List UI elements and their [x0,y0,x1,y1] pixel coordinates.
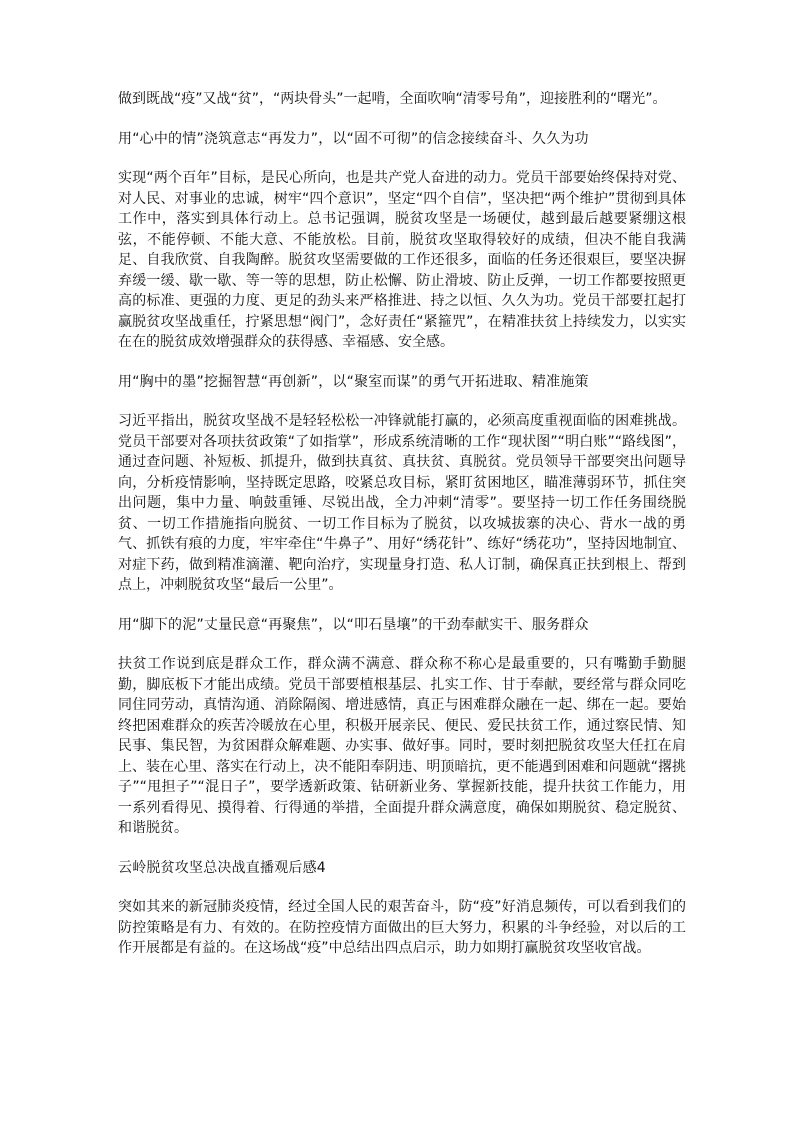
section-heading-2: 用“胸中的墨”挖掘智慧“再创新”，以“聚室而谋”的勇气开拓进取、精准施策 [118,373,589,390]
document-page [118,89,686,978]
section-heading-3: 用“脚下的泥”丈量民意“再聚焦”，以“叩石垦壤”的干劲奉献实干、服务群众 [118,616,589,633]
paragraph-intro: 做到既战“疫”又战“贫”，“两块骨头”一起啃，全面吹响“清零号角”，迎接胜利的“曙光”。 [118,91,667,107]
paragraph-4: 突如其来的新冠肺炎疫情，经过全国人民的艰苦奋斗，防“疫”好消息频传，可以看到我们的防控策略是有力、有效的。在防控疫情方面做出的巨大努力，积累的斗争经验，对以后的工作开展都是有益的。在这场战“疫”中总结出四点启示，助力如期打赢脱贫攻坚收官战。 [118,899,686,956]
paragraph-1: 实现“两个百年”目标，是民心所向，也是共产党人奋进的动力。党员干部要始终保持对党、对人民、对事业的忠诚，树牢“四个意识”，坚定“四个自信”，坚决把“两个维护”贯彻到具体工作中，落实到具体行动上。总书记强调，脱贫攻坚是一场硬仗，越到最后越要紧绷这根弦，不能停顿、不能大意、不能放松。目前，脱贫攻坚取得较好的成绩，但决不能自我满足、自我欣赏、自我陶醉。脱贫攻坚需要做的工作还很多，面临的任务还很艰巨，要坚决摒弃缓一缓、歇一歇、等一等的思想，防止松懈、防止滑坡、防止反弹，一切工作都要按照更高的标准、更强的力度、更足的劲头来严格推进、持之以恒、久久为功。党员干部要扛起打赢脱贫攻坚战重任，拧紧思想“阀门”，念好责任“紧箍咒”，在精准扶贫上持续发力，以实实在在的脱贫成效增强群众的获得感、幸福感、安全感。 [118,170,686,350]
paragraph-2: 习近平指出，脱贫攻坚战不是轻轻松松一冲锋就能打赢的，必须高度重视面临的困难挑战。党员干部要对各项扶贫政策“了如指掌”，形成系统清晰的工作“现状图”“明白账”“路线图”，通过查问题、补短板、抓提升，做到扶真贫、真扶贫、真脱贫。党员领导干部要突出问题导向，分析疫情影响，坚持既定思路，咬紧总攻目标，紧盯贫困地区，瞄准薄弱环节，抓住突出问题，集中力量、响鼓重锤、尽锐出战，全力冲刺“清零”。要坚持一切工作任务围绕脱贫、一切工作措施指向脱贫、一切工作目标为了脱贫，以攻城拔寨的决心、背水一战的勇气、抓铁有痕的力度，牢牢牵住“牛鼻子”、用好“绣花针”、练好“绣花功”，坚持因地制宜、对症下药，做到精准滴灌、靶向治疗，实现量身打造、私人订制，确保真正扶到根上、帮到点上，冲刺脱贫攻坚“最后一公里”。 [118,413,686,593]
article-title-4: 云岭脱贫攻坚总决战直播观后感4 [118,859,326,876]
paragraph-3: 扶贫工作说到底是群众工作，群众满不满意、群众称不称心是最重要的，只有嘴勤手勤腿勤，脚底板下才能出成绩。党员干部要植根基层、扎实工作、甘于奉献，要经常与群众同吃同住同劳动，真情沟通、消除隔阂、增进感情，真正与困难群众融在一起、绑在一起。要始终把困难群众的疾苦冷暖放在心里，积极开展亲民、便民、爱民扶贫工作，通过察民情、知民事、集民智，为贫困群众解难题、办实事、做好事。同时，要时刻把脱贫攻坚大任扛在肩上、装在心里、落实在行动上，决不能阳奉阴违、明顶暗抗，更不能遇到困难和问题就“撂挑子”“甩担子”“混日子”，要学透新政策、钻研新业务、掌握新技能，提升扶贫工作能力，用一系列看得见、摸得着、行得通的举措，全面提升群众满意度，确保如期脱贫、稳定脱贫、和谐脱贫。 [118,656,686,836]
section-heading-1: 用“心中的情”浇筑意志“再发力”，以“固不可彻”的信念接续奋斗、久久为功 [118,130,589,147]
